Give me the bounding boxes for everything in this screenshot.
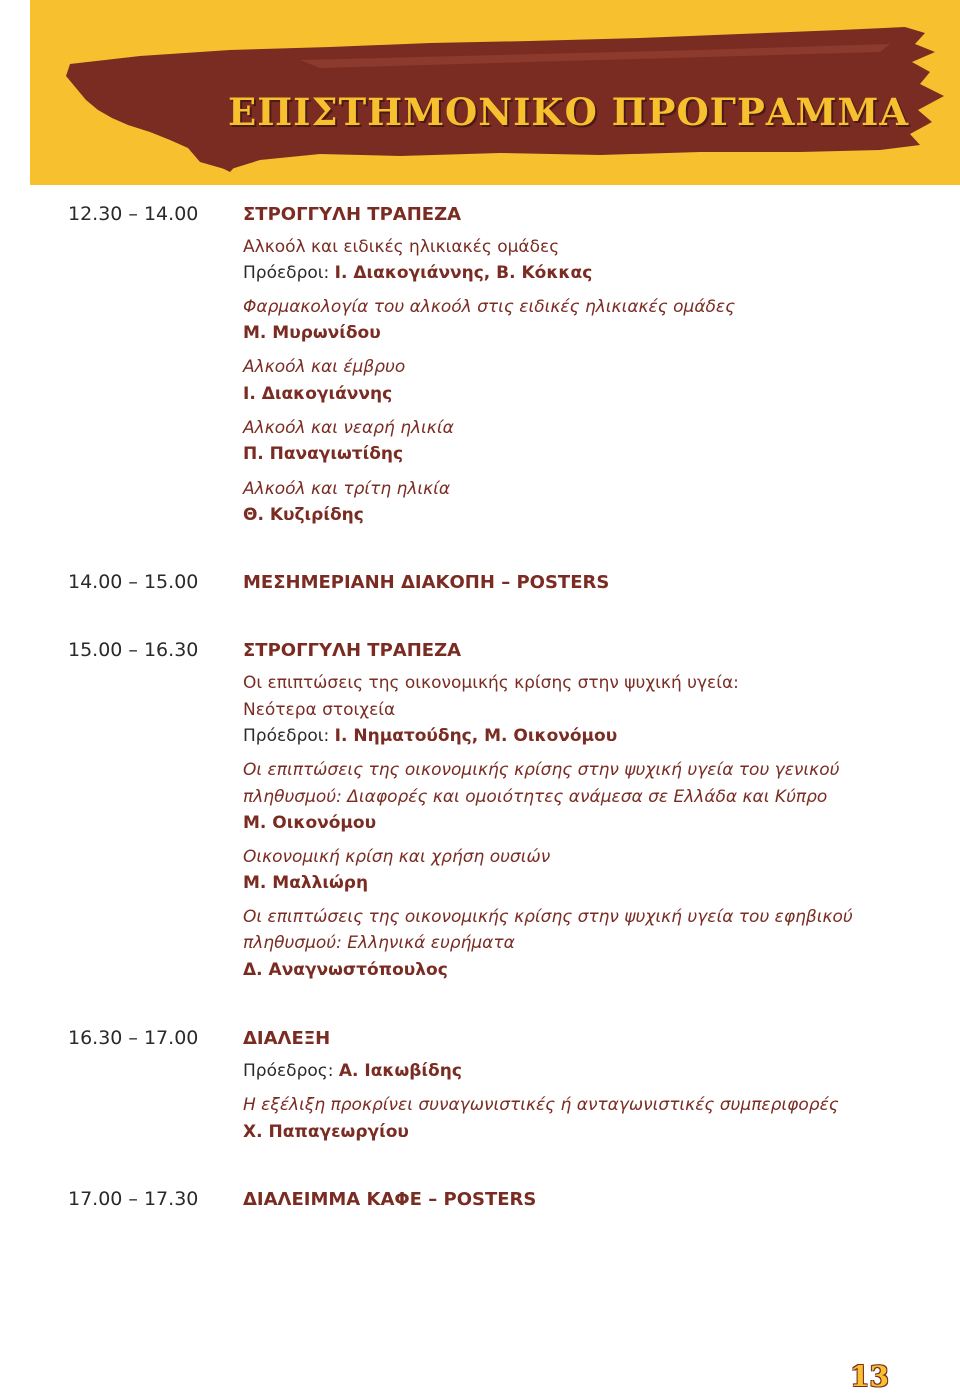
session-chairs: [243, 1061, 462, 1081]
page-number: 13: [850, 1360, 889, 1393]
talk-title: Οι επιπτώσεις της οικονομικής κρίσης στην ψυχική υγεία του γενικού: [243, 760, 840, 780]
talk-speaker: Δ. Αναγνωστόπουλος: [243, 960, 448, 980]
talk-title: Αλκοόλ και τρίτη ηλικία: [243, 479, 451, 499]
session-heading: ΔΙΑΛΕΞΗ: [243, 1028, 331, 1049]
talk-speaker: Θ. Κυζιρίδης: [243, 505, 364, 525]
chairs-label: Πρόεδρος:: [243, 1061, 334, 1081]
session-subtitle: Οι επιπτώσεις της οικονομικής κρίσης στην ψυχική υγεία:: [243, 673, 739, 693]
talk-speaker: Π. Παναγιωτίδης: [243, 444, 404, 464]
talk-title: πληθυσμού: Ελληνικά ευρήματα: [243, 933, 515, 953]
talk-title: Αλκοόλ και έμβρυο: [243, 357, 406, 377]
chairs-label: Πρόεδροι:: [243, 263, 330, 283]
session-time: 16.30 – 17.00: [68, 1027, 199, 1049]
session-time: 15.00 – 16.30: [68, 639, 199, 661]
talk-title: Οικονομική κρίση και χρήση ουσιών: [243, 847, 551, 867]
chairs-label: Πρόεδροι:: [243, 726, 330, 746]
talk-speaker: Χ. Παπαγεωργίου: [243, 1122, 409, 1142]
talk-title: Η εξέλιξη προκρίνει συναγωνιστικές ή ανταγωνιστικές συμπεριφορές: [243, 1095, 839, 1115]
session-chairs: [243, 263, 592, 283]
page-title: ΕΠΙΣΤΗΜΟΝΙΚΟ ΠΡΟΓΡΑΜΜΑ: [228, 90, 910, 134]
session-time: 14.00 – 15.00: [68, 571, 199, 593]
talk-speaker: Μ. Μαλλιώρη: [243, 873, 369, 893]
session-time: 17.00 – 17.30: [68, 1188, 199, 1210]
session-time: 12.30 – 14.00: [68, 203, 199, 225]
session-heading: ΔΙΑΛΕΙΜΜΑ ΚΑΦΕ – POSTERS: [243, 1189, 537, 1210]
session-heading: ΜΕΣΗΜΕΡΙΑΝΗ ΔΙΑΚΟΠΗ – POSTERS: [243, 572, 610, 593]
talk-speaker: Μ. Μυρωνίδου: [243, 323, 381, 343]
talk-title: Αλκοόλ και νεαρή ηλικία: [243, 418, 454, 438]
banner-white-corner: [0, 0, 30, 185]
talk-title: πληθυσμού: Διαφορές και ομοιότητες ανάμεσα σε Ελλάδα και Κύπρο: [243, 787, 828, 807]
chairs-names: Α. Ιακωβίδης: [338, 1061, 462, 1081]
talk-speaker: Ι. Διακογιάννης: [243, 384, 393, 404]
session-subtitle: Νεότερα στοιχεία: [243, 700, 396, 720]
chairs-names: Ι. Νηματούδης, Μ. Οικονόμου: [334, 726, 618, 746]
chairs-names: Ι. Διακογιάννης, Β. Κόκκας: [334, 263, 593, 283]
talk-title: Φαρμακολογία του αλκοόλ στις ειδικές ηλικιακές ομάδες: [243, 297, 736, 317]
session-subtitle: Αλκοόλ και ειδικές ηλικιακές ομάδες: [243, 237, 560, 257]
talk-speaker: Μ. Οικονόμου: [243, 813, 377, 833]
talk-title: Οι επιπτώσεις της οικονομικής κρίσης στην ψυχική υγεία του εφηβικού: [243, 907, 853, 927]
session-heading: ΣΤΡΟΓΓΥΛΗ ΤΡΑΠΕΖΑ: [243, 204, 462, 225]
session-heading: ΣΤΡΟΓΓΥΛΗ ΤΡΑΠΕΖΑ: [243, 640, 462, 661]
session-chairs: [243, 726, 617, 746]
